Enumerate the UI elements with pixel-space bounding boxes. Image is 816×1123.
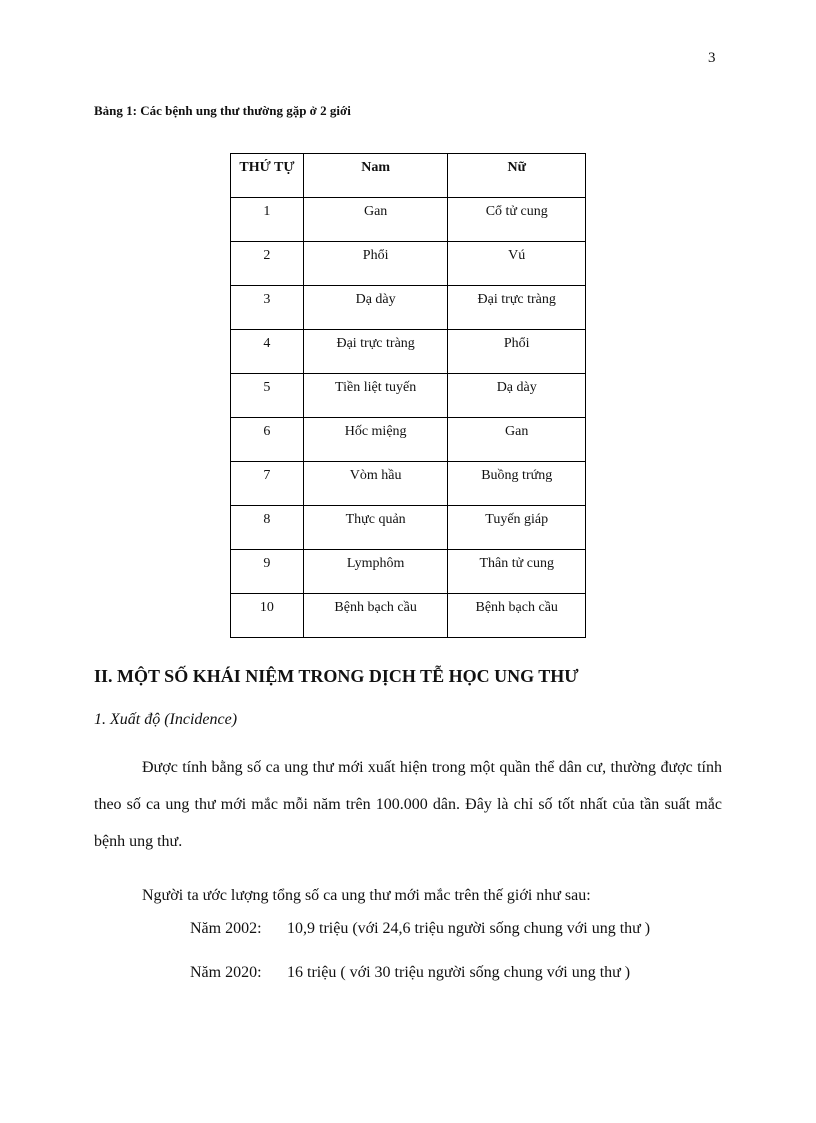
table-row — [231, 506, 586, 550]
estimate-row — [190, 964, 630, 982]
cell-order: 3 — [231, 286, 304, 330]
cell-order: 10 — [231, 594, 304, 638]
table-row — [231, 418, 586, 462]
estimate-row — [190, 920, 650, 938]
cell-order: 6 — [231, 418, 304, 462]
table-caption: Bảng 1: Các bệnh ung thư thường gặp ở 2 giới — [94, 103, 351, 118]
cell-male: Gan — [303, 198, 448, 242]
estimate-text: 16 triệu ( với 30 triệu người sống chung với ung thư ) — [287, 964, 631, 981]
table-row — [231, 594, 586, 638]
cell-female: Vú — [448, 242, 586, 286]
cell-male: Hốc miệng — [303, 418, 448, 462]
estimate-year: Năm 2002: — [190, 920, 262, 937]
cell-female: Bệnh bạch cầu — [448, 594, 586, 638]
cell-male: Phổi — [303, 242, 448, 286]
cell-male: Lymphôm — [303, 550, 448, 594]
incidence-paragraph: Được tính bằng số ca ung thư mới xuất hiện trong một quần thể dân cư, thường được tính theo số ca ung thư mới mắc mỗi năm trên 100.000 dân. Đây là chỉ số tốt nhất của tần suất mắc bệnh ung thư. — [94, 759, 722, 850]
cell-order: 7 — [231, 462, 304, 506]
table-row — [231, 330, 586, 374]
cell-female: Tuyến giáp — [448, 506, 586, 550]
cell-female: Gan — [448, 418, 586, 462]
cell-female: Thân tử cung — [448, 550, 586, 594]
cell-female: Dạ dày — [448, 374, 586, 418]
cell-order: 4 — [231, 330, 304, 374]
table-row — [231, 462, 586, 506]
cell-order: 9 — [231, 550, 304, 594]
subsection-heading: 1. Xuất độ (Incidence) — [94, 711, 238, 728]
cell-male: Bệnh bạch cầu — [303, 594, 448, 638]
cell-order: 1 — [231, 198, 304, 242]
section-heading: II. MỘT SỐ KHÁI NIỆM TRONG DỊCH TỄ HỌC UNG THƯ — [94, 666, 579, 686]
table-row — [231, 550, 586, 594]
header-order: THỨ TỰ — [231, 154, 304, 198]
cell-male: Đại trực tràng — [303, 330, 448, 374]
table-header-row — [231, 154, 586, 198]
cell-order: 2 — [231, 242, 304, 286]
cell-male: Dạ dày — [303, 286, 448, 330]
header-male: Nam — [303, 154, 448, 198]
cell-male: Thực quản — [303, 506, 448, 550]
page-number: 3 — [708, 50, 716, 66]
table-row — [231, 374, 586, 418]
table-row — [231, 242, 586, 286]
cancer-table — [230, 153, 586, 638]
table-row — [231, 198, 586, 242]
cell-female: Cổ tử cung — [448, 198, 586, 242]
cell-female: Buồng trứng — [448, 462, 586, 506]
cell-order: 8 — [231, 506, 304, 550]
table-row — [231, 286, 586, 330]
cell-female: Đại trực tràng — [448, 286, 586, 330]
cell-order: 5 — [231, 374, 304, 418]
cell-male: Vòm hầu — [303, 462, 448, 506]
estimate-intro-paragraph: Người ta ước lượng tổng số ca ung thư mới mắc trên thế giới như sau: — [142, 887, 591, 904]
estimate-text: 10,9 triệu (với 24,6 triệu người sống chung với ung thư ) — [287, 920, 651, 937]
header-female: Nữ — [448, 154, 586, 198]
estimate-year: Năm 2020: — [190, 964, 262, 981]
cell-female: Phổi — [448, 330, 586, 374]
cell-male: Tiền liệt tuyến — [303, 374, 448, 418]
